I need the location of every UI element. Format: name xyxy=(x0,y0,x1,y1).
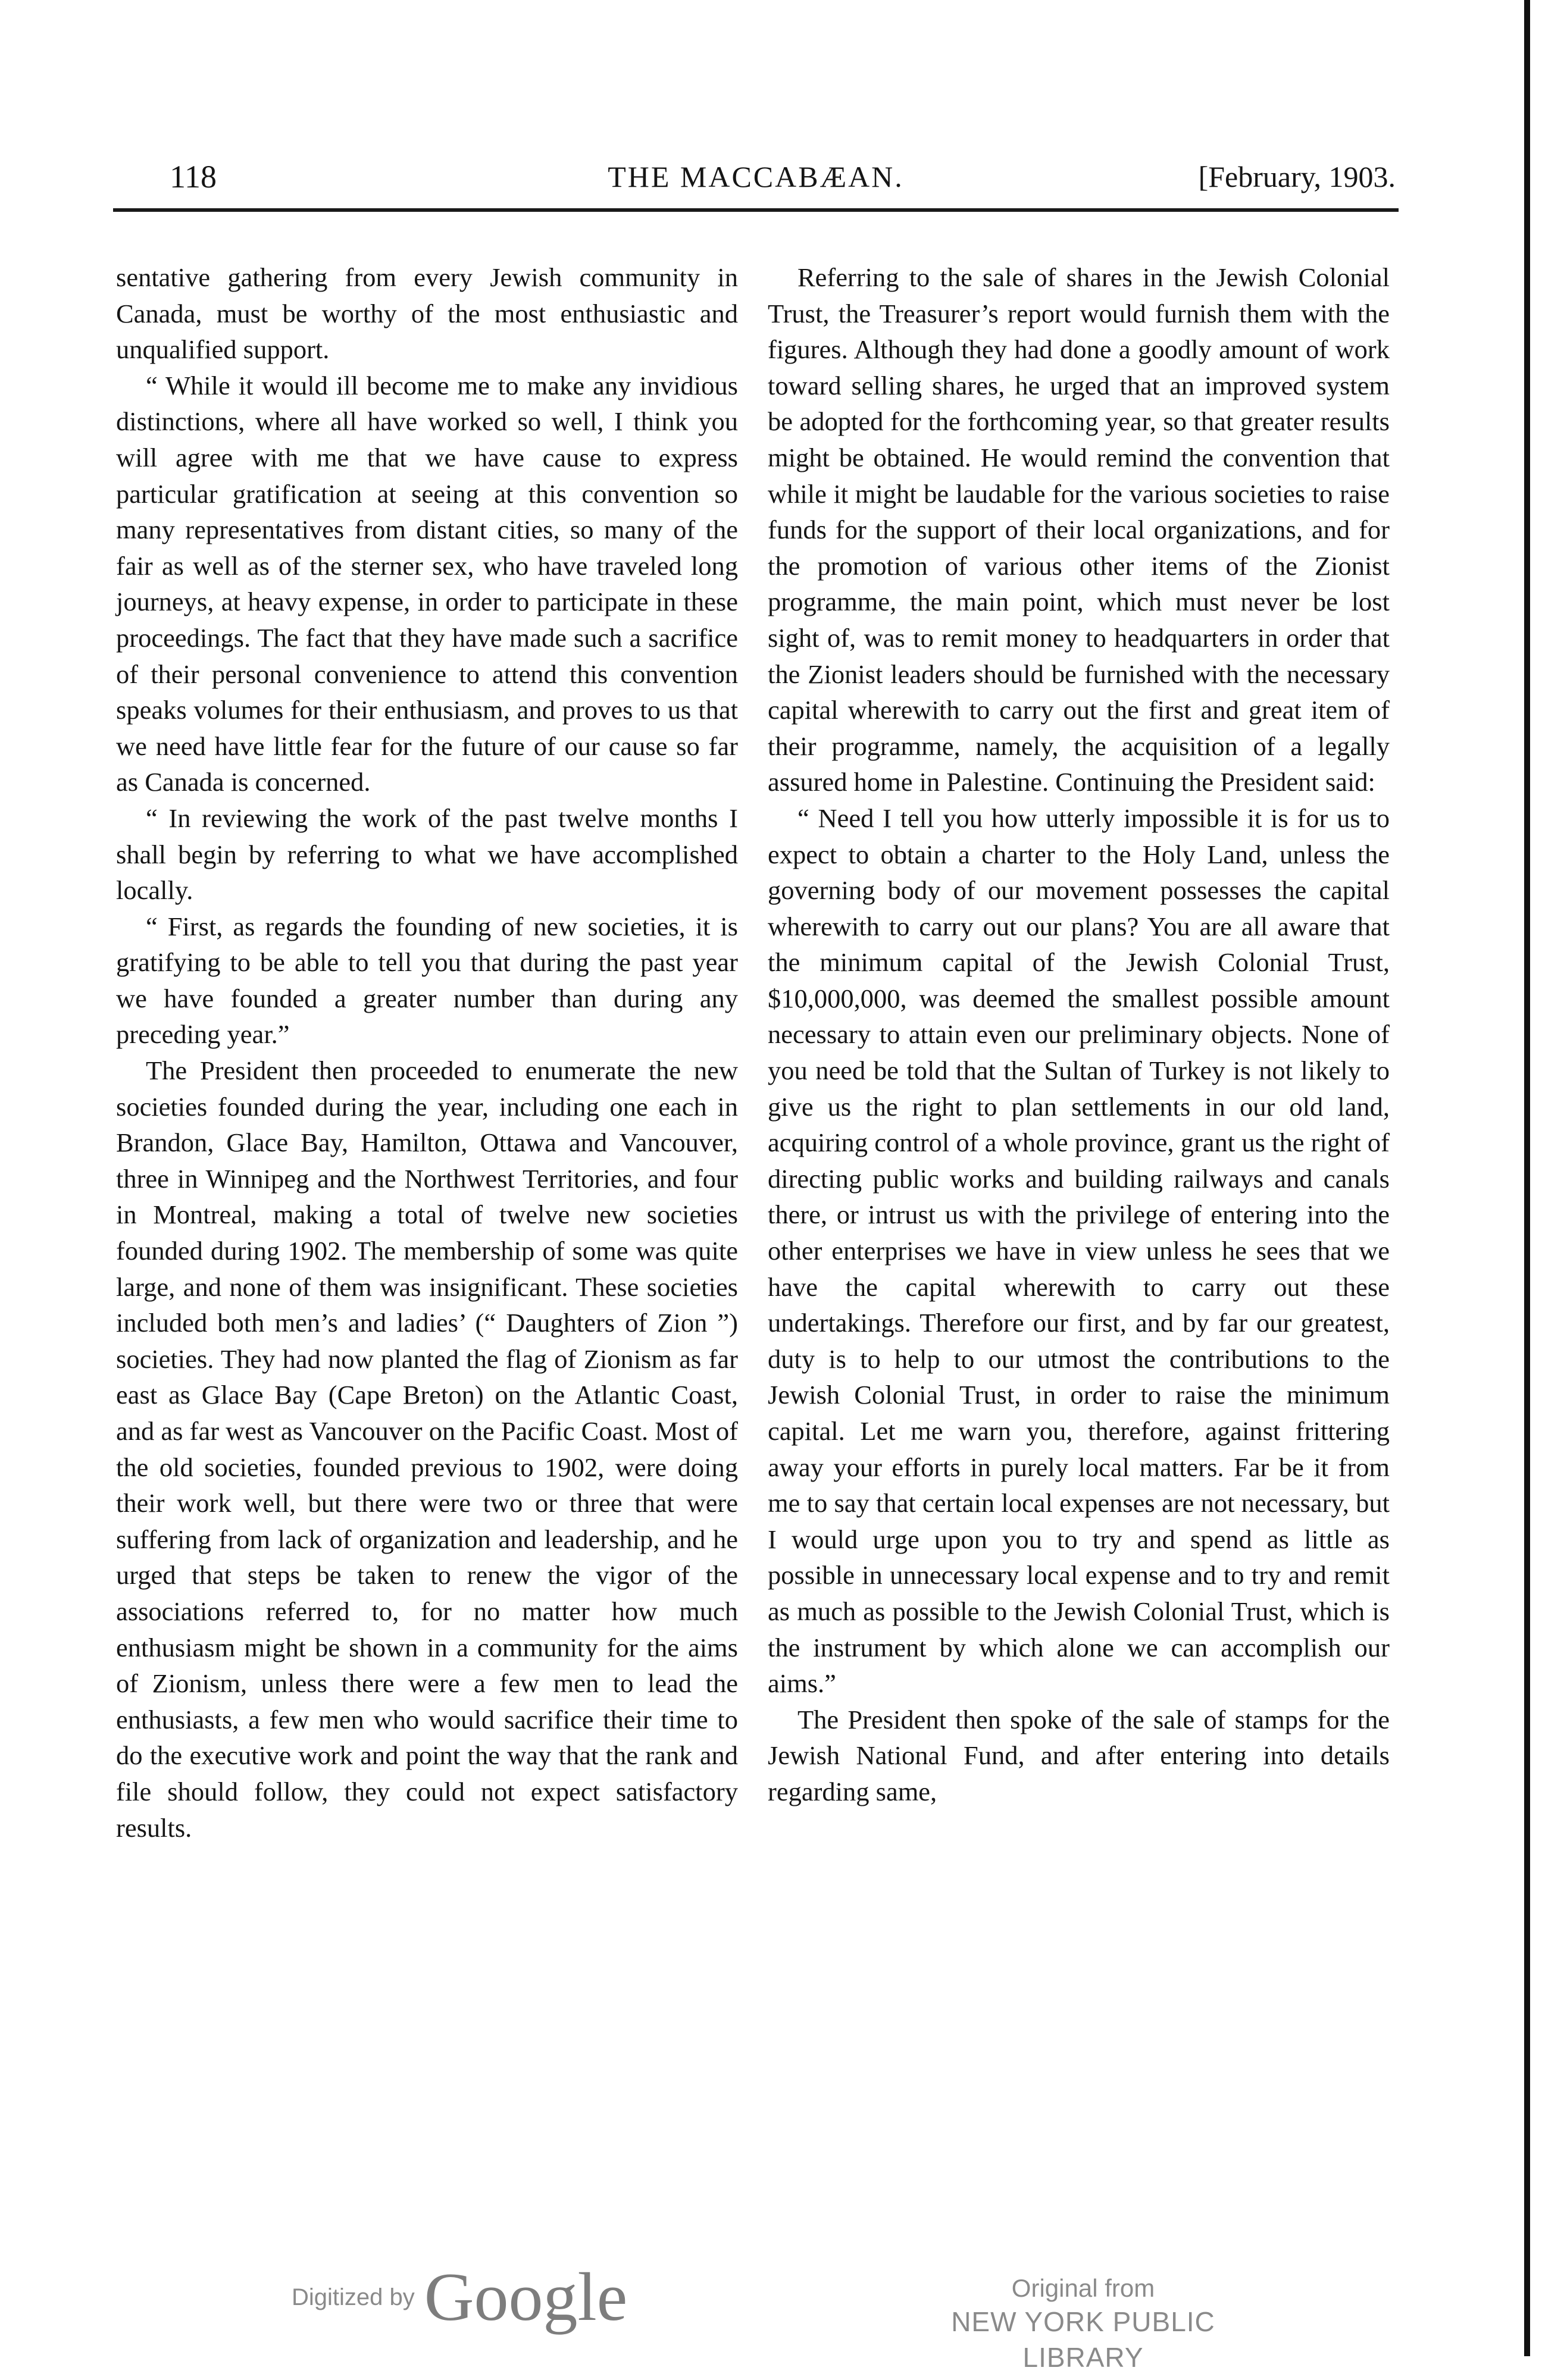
paragraph: “ While it would ill become me to make any invidious distinctions, where all have worked so well, I think you will agree with me that we have cause to express particular gratification at seeing at this convention so many representatives from distant cities, so many of the fair as well as of the sterner sex, who have traveled long journeys, at heavy expense, in order to participate in these proceedings. The fact that they have made such a sacrifice of their personal convenience to attend this convention speaks volumes for their enthusiasm, and proves to us that we need have little fear for the future of our cause so far as Canada is concerned. xyxy=(116,370,738,797)
paragraph: “ In reviewing the work of the past twelve months I shall begin by referring to what we have accomplished locally. xyxy=(116,803,738,906)
paragraph: The President then spoke of the sale of stamps for the Jewish National Fund, and after entering into details regarding same, xyxy=(768,1704,1390,1806)
page-number: 118 xyxy=(170,159,217,195)
library-name: NEW YORK PUBLIC LIBRARY xyxy=(951,2306,1215,2373)
paragraph: Referring to the sale of shares in the Jewish Colonial Trust, the Treasurer’s report would furnish them with the figures. Although they had done a goodly amount of work toward selling shares, he urged that an improved system be adopted for the forthcoming year, so that greater results might be obtained. He would remind the convention that while it might be laudable for the various societies to raise funds for the support of their local organizations, and for the promotion of various other items of the Zionist programme, the main point, which must never be lost sight of, was to remit money to headquarters in order that the Zionist leaders should be furnished with the necessary capital wherewith to carry out the first and great item of their programme, namely, the acquisition of a legally assured home in Palestine. Continuing the President said: xyxy=(768,262,1390,797)
digitized-by-label: Digitized by xyxy=(292,2284,415,2310)
paragraph: The President then proceeded to enumerate the new societies founded during the year, including one each in Brandon, Glace Bay, Hamilton, Ottawa and Vancouver, three in Winnipeg and the Northwest Territories, and four in Montreal, making a total of twelve new societies founded during 1902. The membership of some was quite large, and none of them was insignificant. These societies included both men’s and ladies’ (“ Daughters of Zion ”) societies. They had now planted the flag of Zionism as far east as Glace Bay (Cape Breton) on the Atlantic Coast, and as far west as Vancouver on the Pacific Coast. Most of the old societies, founded previous to 1902, were doing their work well, but there were two or three that were suffering from lack of organization and leadership, and he urged that steps be taken to renew the vigor of the associations referred to, for no matter how much enthusiasm might be shown in a community for the aims of Zionism, unless there were a few men to lead the enthusiasts, a few men who would sacrifice their time to do the executive work and point the way that the rank and file should follow, they could not expect satisfactory results. xyxy=(116,1056,738,1843)
source-watermark xyxy=(893,2273,1274,2375)
right-column xyxy=(768,259,1390,1810)
header-rule xyxy=(113,208,1399,212)
page-edge xyxy=(1506,0,1542,2380)
paragraph: “ Need I tell you how utterly impossible it is for us to expect to obtain a charter to the Holy Land, unless the governing body of our movement possesses the capital wherewith to carry out our plans? You are all aware that the minimum capital of the Jewish Colonial Trust, $10,000,000, was deemed the smallest possible amount necessary to attain even our preliminary objects. None of you need be told that the Sultan of Turkey is not likely to give us the right to plan settlements in our old land, acquiring control of a whole province, grant us the right of directing public works and building railways and canals there, or intrust us with the privilege of entering into the other enterprises we have in view unless he sees that we have the capital wherewith to carry out these undertakings. Therefore our first, and by far our greatest, duty is to help to our utmost the contributions to the Jewish Colonial Trust, in order to raise the minimum capital. Let me warn you, therefore, against frittering away your efforts in purely local matters. Far be it from me to say that certain local expenses are not necessary, but I would urge upon you to try and spend as little as possible in unnecessary local expense and to try and remit as much as possible to the Jewish Colonial Trust, which is the instrument by which alone we can accomplish our aims.” xyxy=(768,803,1390,1699)
running-header xyxy=(116,156,1396,198)
paragraph: sentative gathering from every Jewish community in Canada, must be worthy of the most enthusiastic and unqualified support. xyxy=(116,262,738,365)
issue-date: [February, 1903. xyxy=(1198,160,1396,193)
left-column xyxy=(116,259,738,1846)
paragraph: “ First, as regards the founding of new societies, it is gratifying to be able to tell you that during the past year we have founded a greater number than during any preceding year.” xyxy=(116,911,738,1050)
page-edge-line xyxy=(1524,0,1530,2356)
google-logo: Google xyxy=(424,2259,628,2335)
original-from-label: Original from xyxy=(1011,2274,1155,2302)
digitized-by-watermark xyxy=(292,2258,627,2337)
journal-title: THE MACCABÆAN. xyxy=(608,160,904,193)
